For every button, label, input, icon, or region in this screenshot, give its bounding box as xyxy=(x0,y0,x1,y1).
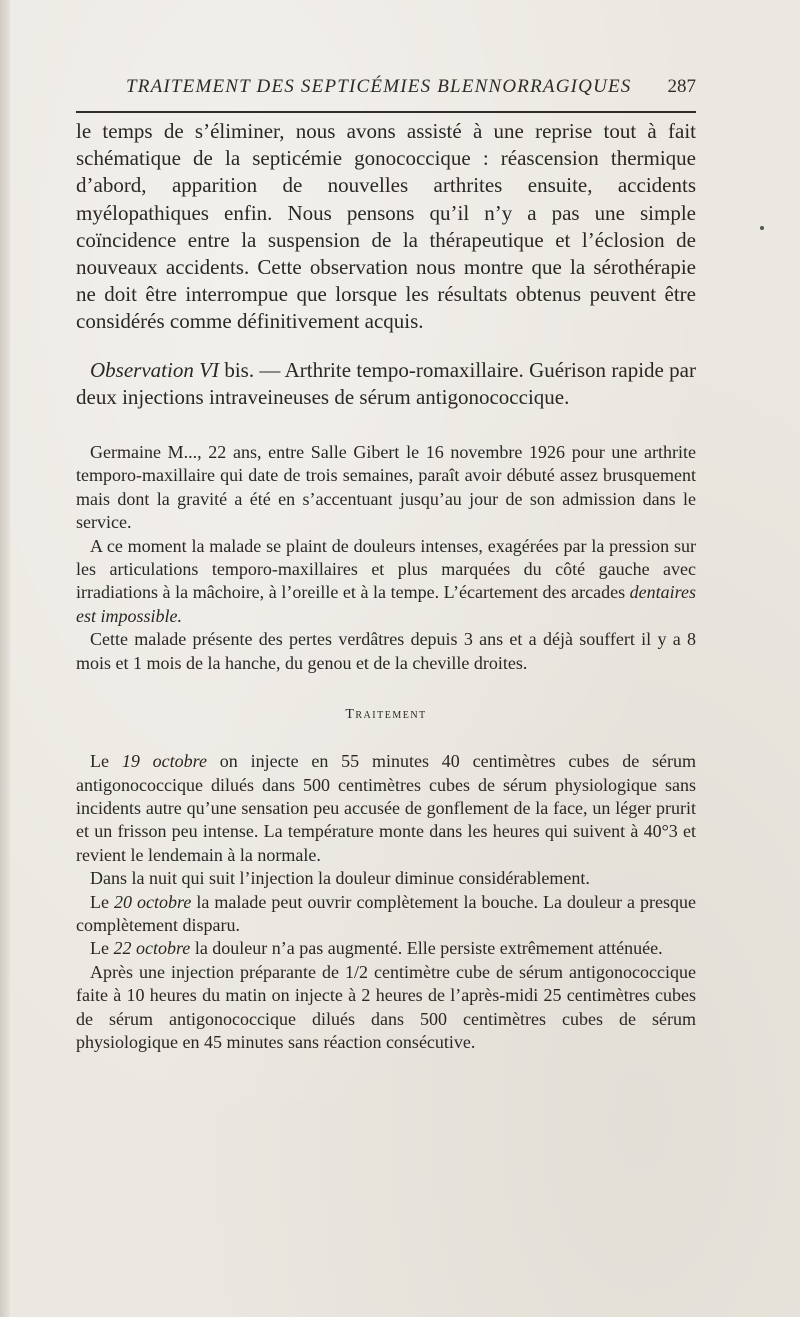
case-text-1: Germaine M..., 22 ans, entre Salle Gibert le 16 novembre 1926 pour une arthrite temporo-maxillaire qui date de trois semaines, paraît avoir débuté assez brusquement mais dont la gravité a été en s’accentuant jusqu’au jour de son admission dans le service. xyxy=(76,442,696,533)
treatment-text-3b: la malade peut ouvrir complètement la bouche. La douleur a presque complètement disparu. xyxy=(76,891,696,935)
treatment-paragraph-3 xyxy=(76,891,696,938)
paragraph-continuation: le temps de s’éliminer, nous avons assisté à une reprise tout à fait schématique de la septicémie gonococcique : réascension thermique d’abord, apparition de nouvelles arthrites ensuite, accidents myélopathiques enfin. Nous pensons qu’il n’y a pas une simple coïncidence entre la suspension de la thérapeutique et l’éclosion de nouveaux accidents. Cette observation nous montre que la sérothérapie ne doit être interrompue que lorsque les résultats obtenus peuvent être considérés comme définitivement acquis. xyxy=(76,119,696,334)
date-22-october: 22 octobre xyxy=(113,938,191,959)
ink-speck xyxy=(760,226,764,230)
running-title: TRAITEMENT DES SEPTICÉMIES BLENNORRAGIQUES xyxy=(126,76,632,97)
running-head xyxy=(76,76,696,104)
case-text-3: Cette malade présente des pertes verdâtres depuis 3 ans et a déjà souffert il y a 8 mois et 1 mois de la hanche, du genou et de la cheville droites. xyxy=(76,629,696,673)
date-19-october: 19 octobre xyxy=(121,751,207,772)
section-heading: Traitement xyxy=(345,707,427,723)
page-body xyxy=(76,118,696,1054)
page-gutter xyxy=(0,0,10,1317)
treatment-paragraph-1 xyxy=(76,750,696,867)
treatment-text-4b: la douleur n’a pas augmenté. Elle persiste extrêmement atténuée. xyxy=(190,938,663,959)
header-rule xyxy=(76,111,696,113)
case-text-2a: A ce moment la malade se plaint de douleurs intenses, exagérées par la pression sur les articulations temporo-maxillaires et plus marquées du côté gauche avec irradiations à la mâchoire, à l’oreille et à la tempe. L’écartement des arcades xyxy=(76,535,696,603)
observation-label: Observation VI xyxy=(90,357,219,382)
spacer xyxy=(76,411,696,426)
case-paragraph-3 xyxy=(76,628,696,675)
observation-heading xyxy=(76,357,696,411)
spacer xyxy=(76,426,696,441)
treatment-text-3a: Le xyxy=(90,891,115,912)
case-paragraph-2 xyxy=(76,535,696,629)
date-20-october: 20 octobre xyxy=(114,891,192,912)
case-text-2-italic: dentaires est impossible. xyxy=(76,582,696,626)
treatment-text-4a: Le xyxy=(90,938,114,959)
treatment-text-2: Dans la nuit qui suit l’injection la douleur diminue considérablement. xyxy=(90,868,590,889)
page-number: 287 xyxy=(667,76,696,97)
treatment-paragraph-4 xyxy=(76,937,696,960)
case-paragraph-1 xyxy=(76,441,696,535)
treatment-paragraph-5 xyxy=(76,961,696,1055)
observation-title: bis. — Arthrite tempo-romaxillaire. Guérison rapide par deux injections intraveineuses de sérum antigonococcique. xyxy=(76,357,696,409)
treatment-text-1a: Le xyxy=(90,751,122,772)
treatment-paragraph-2 xyxy=(76,867,696,890)
treatment-text-1b: on injecte en 55 minutes 40 centimètres cubes de sérum antigonococcique dilués dans 500 centimètres cubes de sérum physiologique sans incidents autre qu’une sensation peu accusée de gonflement de la face, un léger prurit et un frisson peu intense. La température monte dans les heures qui suivent à 40°3 et revient le lendemain à la normale. xyxy=(76,751,696,865)
treatment-text-5: Après une injection préparante de 1/2 centimètre cube de sérum antigonococcique faite à 10 heures du matin on injecte à 2 heures de l’après-midi 25 centimètres cubes de sérum antigonococcique dilués dans 500 centimètres cubes de sérum physiologique en 45 minutes sans réaction consécutive. xyxy=(76,961,696,1052)
